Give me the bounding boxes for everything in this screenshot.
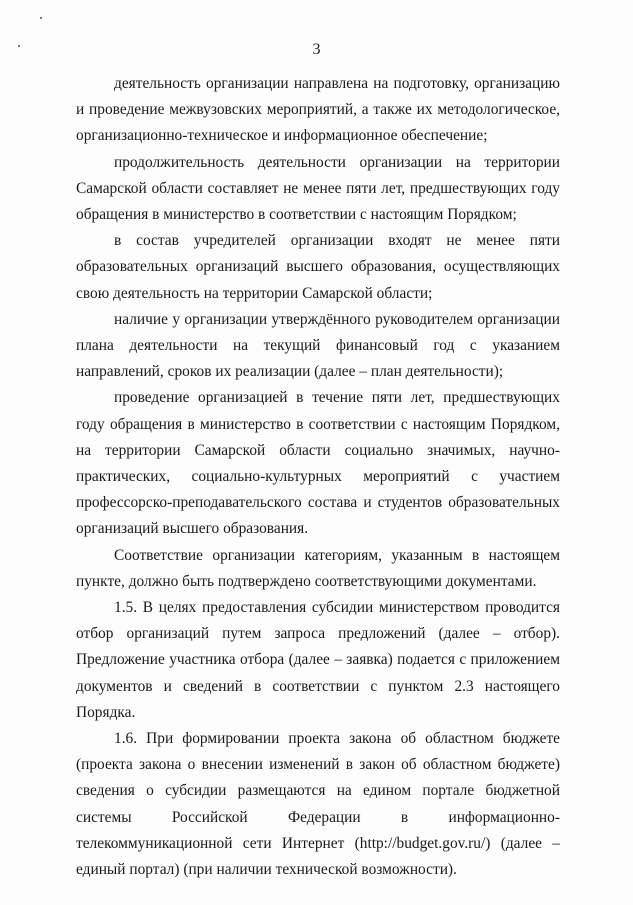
scan-speck bbox=[40, 17, 42, 19]
paragraph-events: проведение организацией в течение пяти лет, предшествующих году обращения в министерство в соответствии с настоящим Порядком, на территории Самарской области социально значимых, научно-практических, социально-культурных мероприятий с участием профессорско-преподавательского состава и студентов образовательных организаций высшего образования. bbox=[76, 389, 560, 538]
paragraph-compliance: Соответствие организации категориям, указанным в настоящем пункте, должно быть подтверждено соответствующими документами. bbox=[76, 546, 560, 590]
paragraph-1-5: 1.5. В целях предоставления субсидии министерством проводится отбор организаций путем запроса предложений (далее – отбор). Предложение участника отбора (далее – заявка) подается с приложением документов и сведений в соответствии с пунктом 2.3 настоящего Порядка. bbox=[76, 599, 560, 721]
paragraph-1-6: 1.6. При формировании проекта закона об областном бюджете (проекта закона о внесении изменений в закон об областном бюджете) сведения о субсидии размещаются на едином портале бюджетной системы Российской Федерации в информационно-телекоммуникационной сети Интернет (http://budget.gov.ru/) (далее – единый портал) (при наличии технической возможности). bbox=[76, 730, 560, 879]
document-body bbox=[76, 71, 560, 883]
paragraph-duration: продолжительность деятельности организации на территории Самарской области составляет не менее пяти лет, предшествующих году обращения в министерство в соответствии с настоящим Порядком; bbox=[76, 153, 560, 224]
page-number: 3 bbox=[312, 41, 321, 58]
paragraph-activity-plan: наличие у организации утверждённого руководителем организации плана деятельности на текущий финансовый год с указанием направлений, сроков их реализации (далее – план деятельности); bbox=[76, 310, 560, 381]
paragraph-founders: в состав учредителей организации входят не менее пяти образовательных организаций высшего образования, осуществляющих свою деятельность на территории Самарской области; bbox=[76, 232, 560, 302]
paragraph-activity-direction: деятельность организации направлена на подготовку, организацию и проведение межвузовских мероприятий, а также их методологическое, организационно-техническое и информационное обеспечение; bbox=[76, 75, 560, 145]
